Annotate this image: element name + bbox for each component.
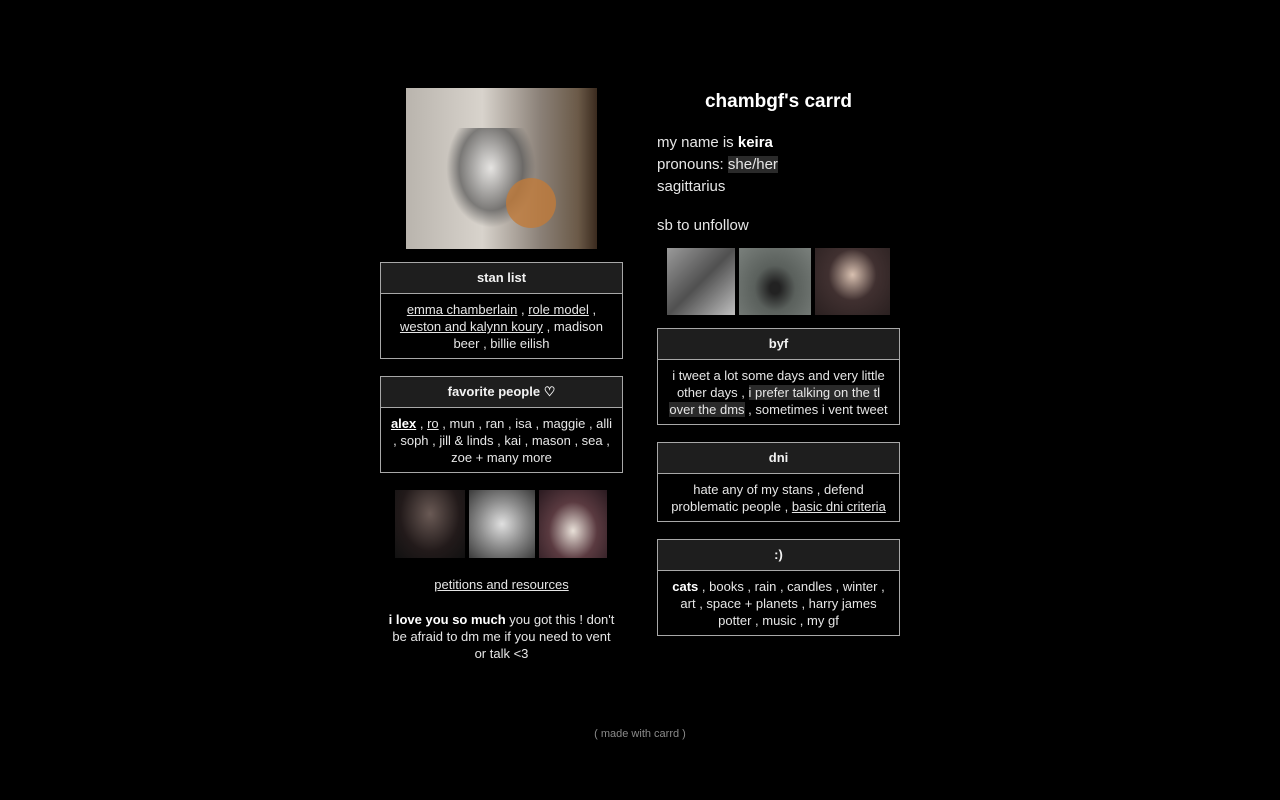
name: keira	[737, 134, 773, 151]
petitions-link[interactable]: petitions and resources	[434, 577, 569, 592]
byf-title: byf	[658, 329, 899, 360]
favorite-people-box	[380, 376, 623, 473]
fav-link-ro[interactable]: ro	[427, 416, 439, 431]
stan-list-title: stan list	[381, 263, 622, 294]
favorite-people-title: favorite people ♡	[381, 377, 622, 408]
dni-title: dni	[658, 443, 899, 474]
likes-bold: cats	[672, 579, 699, 594]
gallery-image-1	[395, 490, 465, 558]
message-text: you got this ! don't be afraid to dm me if you need to vent or talk <3	[392, 612, 615, 661]
page-title: chambgf's carrd	[704, 91, 853, 112]
byf-text: i tweet a lot some days and very little other days ,	[672, 368, 885, 400]
support-message	[385, 611, 618, 662]
byf-box	[657, 328, 900, 425]
likes-title: :)	[658, 540, 899, 571]
sb-note: sb to unfollow	[657, 217, 749, 234]
gallery-image-3	[539, 490, 607, 558]
pronouns: she/her	[727, 156, 778, 173]
profile-photo	[406, 88, 597, 249]
stan-link-role-model[interactable]: role model	[528, 302, 589, 317]
separator: ,	[517, 302, 529, 317]
zodiac-sign: sagittarius	[657, 178, 726, 195]
pronouns-label: pronouns:	[657, 156, 728, 173]
message-bold: i love you so much	[388, 612, 506, 627]
dni-box	[657, 442, 900, 522]
likes-text: , books , rain , candles , winter , art , space + planets , harry james potter , music , my gf	[680, 579, 885, 628]
stan-link-emma[interactable]: emma chamberlain	[406, 302, 518, 317]
likes-box	[657, 539, 900, 636]
intro	[657, 132, 778, 237]
fav-text: , mun , ran , isa , maggie , alli , soph , jill & linds , kai , mason , sea , zoe + many more	[393, 416, 613, 465]
footer-credit[interactable]: ( made with carrd )	[594, 728, 686, 740]
separator: ,	[416, 416, 428, 431]
gallery-image-5	[739, 248, 811, 315]
gallery-image-6	[815, 248, 890, 315]
byf-highlight: i prefer talking on the tl over the dms	[669, 385, 881, 417]
dni-criteria-link[interactable]: basic dni criteria	[791, 499, 886, 514]
name-label: my name is	[657, 134, 738, 151]
separator: ,	[588, 302, 597, 317]
stan-list-box	[380, 262, 623, 359]
gallery-image-2	[469, 490, 535, 558]
fav-link-alex[interactable]: alex	[390, 416, 417, 431]
dni-text: hate any of my stans , defend problematic people ,	[671, 482, 864, 514]
byf-text: , sometimes i vent tweet	[744, 402, 888, 417]
stan-text: , madison beer , billie eilish	[453, 319, 604, 351]
gallery-image-4	[667, 248, 735, 315]
stan-link-koury[interactable]: weston and kalynn koury	[399, 319, 544, 334]
